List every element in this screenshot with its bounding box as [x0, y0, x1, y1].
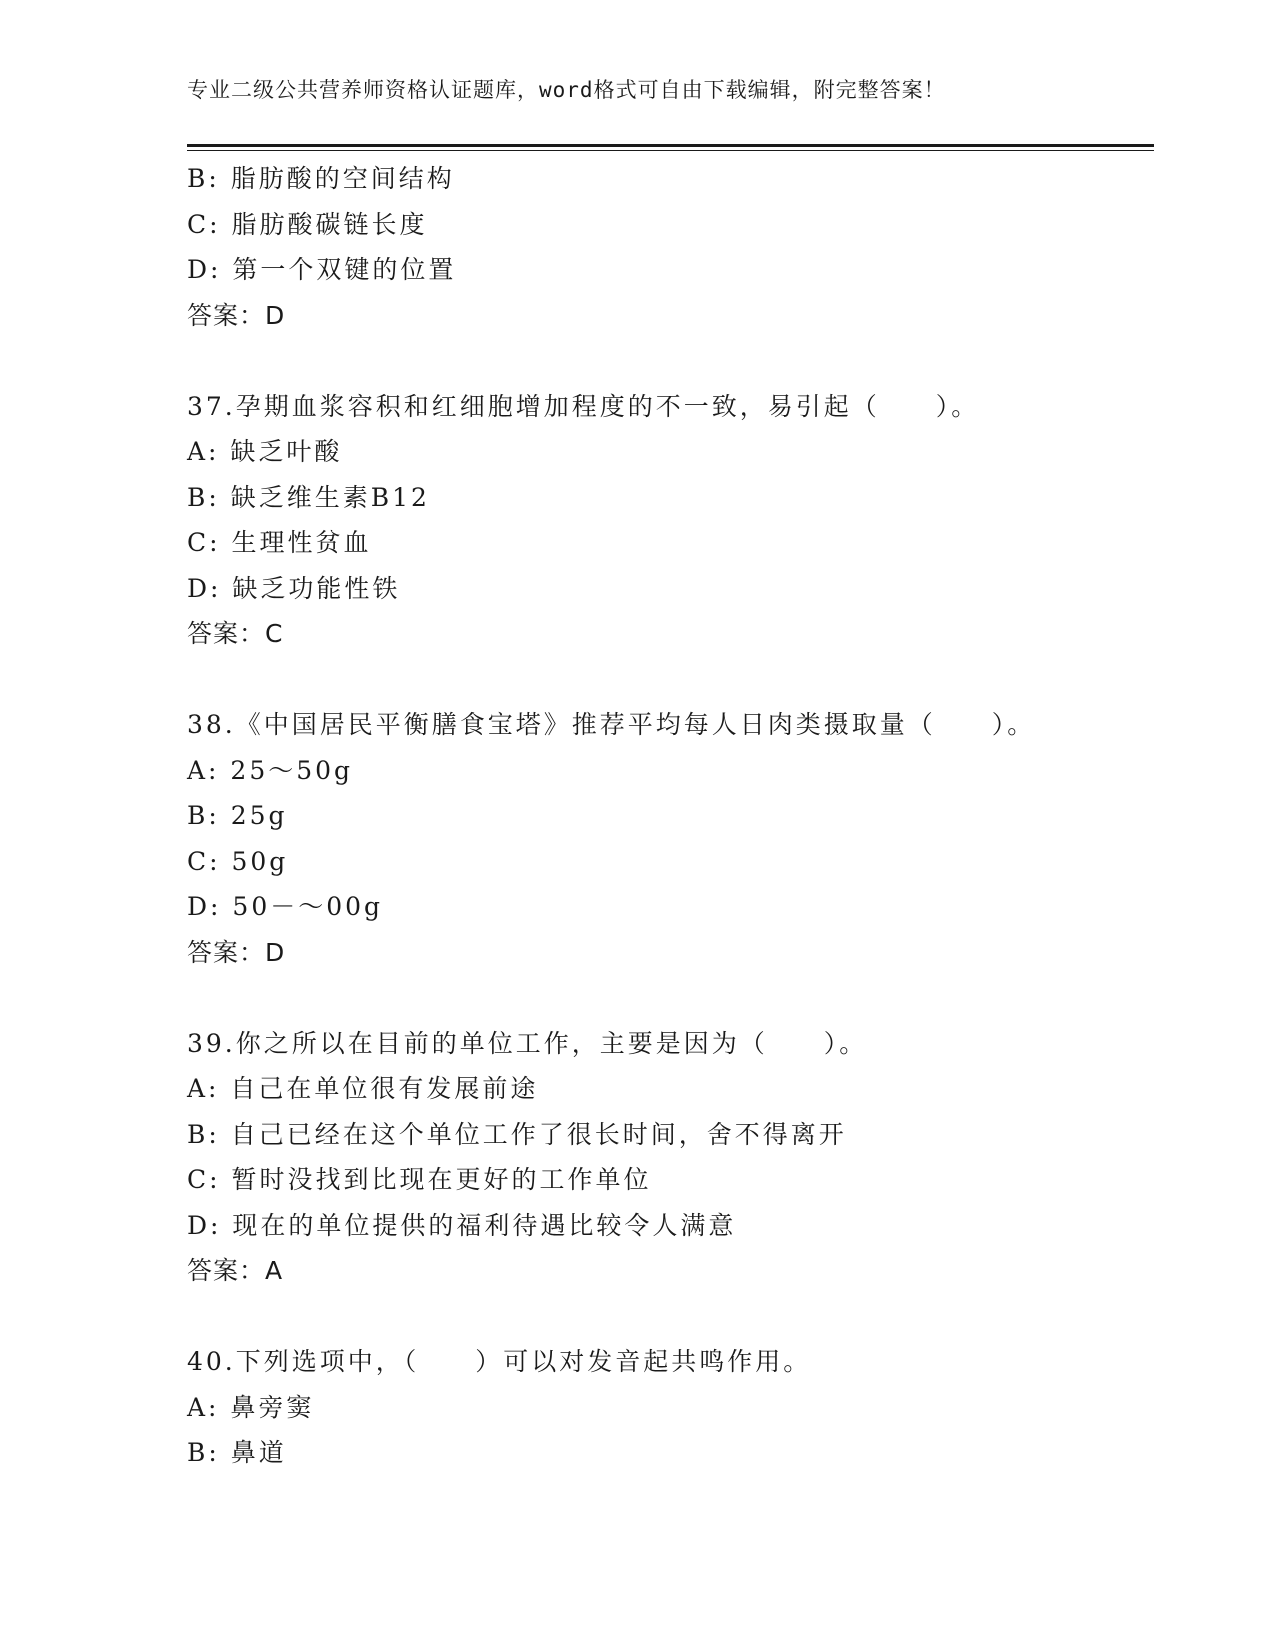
answer-line: 答案：D — [187, 937, 286, 967]
header-rule-thick — [187, 144, 1154, 147]
option-b: B: 自己已经在这个单位工作了很长时间，舍不得离开 — [187, 1119, 847, 1149]
spacer — [187, 1294, 1154, 1340]
option-d: D: 第一个双键的位置 — [187, 255, 457, 284]
option-b: B: 缺乏维生素B12 — [187, 482, 430, 512]
spacer — [187, 657, 1154, 703]
option-c: C: 生理性贫血 — [187, 528, 372, 557]
option-c: C: 50g — [187, 846, 289, 876]
question-content — [187, 156, 1154, 1476]
option-b: B: 脂肪酸的空间结构 — [187, 164, 455, 193]
header-rule-thin — [187, 150, 1154, 151]
option-a: A: 缺乏叶酸 — [187, 437, 343, 466]
option-b: B: 25g — [187, 801, 288, 830]
option-c: C: 脂肪酸碳链长度 — [187, 209, 428, 239]
answer-line: 答案：A — [187, 1256, 284, 1285]
option-a: A: 自己在单位很有发展前途 — [187, 1074, 539, 1103]
option-d: D: 现在的单位提供的福利待遇比较令人满意 — [187, 1210, 737, 1240]
option-d: D: 缺乏功能性铁 — [187, 573, 401, 603]
answer-line: 答案：C — [187, 619, 284, 648]
question-stem-37: 37.孕期血浆容积和红细胞增加程度的不一致，易引起（ ）。 — [187, 391, 980, 421]
option-a: A: 25～50g — [187, 755, 354, 785]
option-a: A: 鼻旁窦 — [187, 1392, 315, 1422]
question-stem-40: 40.下列选项中，（ ）可以对发音起共鸣作用。 — [187, 1347, 812, 1376]
question-stem-38: 38.《中国居民平衡膳食宝塔》推荐平均每人日肉类摄取量（ ）。 — [187, 710, 1036, 739]
spacer — [187, 975, 1154, 1021]
question-stem-39: 39.你之所以在目前的单位工作，主要是因为（ ）。 — [187, 1028, 868, 1058]
spacer — [187, 338, 1154, 384]
option-c: C: 暂时没找到比现在更好的工作单位 — [187, 1165, 652, 1194]
option-b: B: 鼻道 — [187, 1438, 287, 1467]
page-header: 专业二级公共营养师资格认证题库，word格式可自由下载编辑，附完整答案！ — [187, 78, 946, 102]
option-d: D: 50－～00g — [187, 892, 384, 921]
answer-line: 答案：D — [187, 300, 286, 330]
